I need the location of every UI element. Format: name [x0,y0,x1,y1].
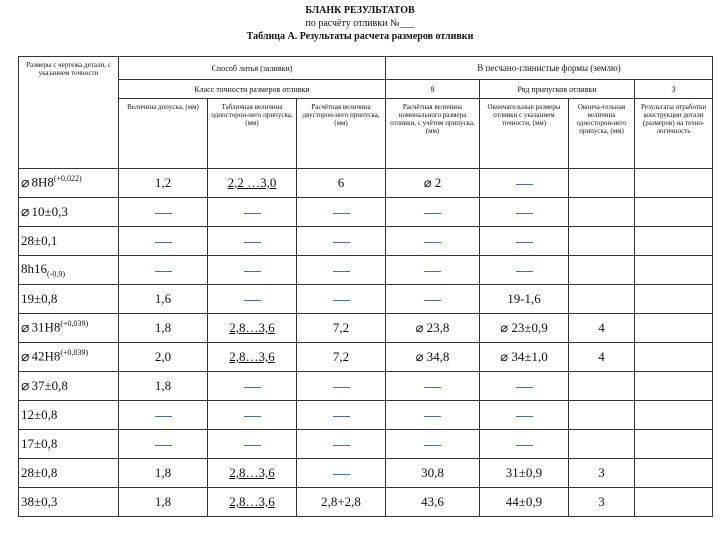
dash-mark [516,271,533,272]
value-cell: 31±0,9 [480,459,569,488]
dash-mark [244,213,261,214]
value-cell [569,256,635,285]
table-row [19,169,713,198]
value-cell: 2,8+2,8 [297,488,386,517]
dash-mark [244,271,261,272]
row-value: 3 [635,80,713,99]
empty-dash [208,256,297,285]
dimension-cell [19,372,119,401]
value-cell: 1,8 [119,314,208,343]
empty-dash [208,198,297,227]
empty-dash [386,198,480,227]
class-value: 9 [386,80,480,99]
value-cell: 43,6 [386,488,480,517]
dimension-cell [19,343,119,372]
dash-mark [333,474,350,475]
value-cell: 2,0 [119,343,208,372]
dash-mark [155,213,172,214]
value-cell [635,459,713,488]
value-cell: 7,2 [297,314,386,343]
method-value: В песчано-глинистые формы (землю) [386,57,713,80]
dimension-cell [19,430,119,459]
dash-mark [155,271,172,272]
column-header: Табличная величина односторон-него припуска, (мм) [208,99,297,169]
empty-dash [386,285,480,314]
empty-dash [297,401,386,430]
table-row [19,227,713,256]
empty-dash [119,430,208,459]
dimension-value: 17±0,8 [21,436,58,451]
empty-dash [386,372,480,401]
value-cell: ⌀ 23,8 [386,314,480,343]
tolerance-upper: (+0,039) [60,348,89,358]
dash-mark [333,300,350,301]
table-row [19,314,713,343]
column-header: Расчётная величина двусторон-него припуска, (мм) [297,99,386,169]
dash-mark [424,213,441,214]
empty-dash [480,169,569,198]
dash-mark [333,213,350,214]
dimension-value: 42Н8 [31,348,61,364]
value-cell: 1,8 [119,372,208,401]
value-cell [569,285,635,314]
dash-mark [155,242,172,243]
empty-dash [119,256,208,285]
column-header: Величина допуска, (мм) [119,99,208,169]
dash-mark [424,387,441,388]
form-title: БЛАНК РЕЗУЛЬТАТОВ [305,5,415,16]
empty-dash [480,227,569,256]
empty-dash [297,459,386,488]
table-row [19,198,713,227]
dash-mark [333,242,350,243]
value-cell: 4 [569,314,635,343]
form-subtitle: по расчёту отливки №___ [305,18,415,29]
dash-mark [424,416,441,417]
header-dimensions: Размеры с чертежа детали, с указанием точности [19,57,119,169]
value-cell [635,198,713,227]
table-row [19,256,713,285]
dash-mark [516,387,533,388]
dash-mark [333,416,350,417]
empty-dash [208,285,297,314]
dash-mark [516,416,533,417]
dimension-cell [19,401,119,430]
value-cell [569,198,635,227]
diameter-symbol: ⌀ [21,204,30,220]
diameter-symbol: ⌀ [21,175,30,191]
dash-mark [244,242,261,243]
results-table [18,56,713,517]
dimension-value: 28±0,1 [21,233,58,248]
table-row [19,343,713,372]
dash-mark [155,445,172,446]
table-row [19,488,713,517]
dash-mark [516,213,533,214]
empty-dash [297,227,386,256]
value-cell [569,401,635,430]
dimension-value: 19±0,8 [21,291,58,306]
value-cell: 3 [569,488,635,517]
empty-dash [386,227,480,256]
value-cell [635,314,713,343]
value-cell: 2,8…3,6 [208,488,297,517]
dimension-value: 37±0,8 [31,377,68,393]
value-cell [635,343,713,372]
value-cell [635,401,713,430]
dimension-value: 8h16 [21,261,47,277]
method-label: Способ литья (заливки) [119,57,386,80]
value-cell: 3 [569,459,635,488]
value-cell: 2,8…3,6 [208,314,297,343]
table-row [19,430,713,459]
tolerance-lower: (-0,9) [47,269,65,279]
empty-dash [208,430,297,459]
value-cell: 1,6 [119,285,208,314]
dash-mark [244,387,261,388]
value-cell: 19-1,6 [480,285,569,314]
empty-dash [297,198,386,227]
empty-dash [297,256,386,285]
value-cell: 2,8…3,6 [208,343,297,372]
dimension-value: 10±0,3 [31,203,68,219]
dimension-cell [19,256,119,285]
empty-dash [386,256,480,285]
dash-mark [333,271,350,272]
dash-mark [333,387,350,388]
dash-mark [244,445,261,446]
column-header: Окончательные размеры отливки с указанием точности, (мм) [480,99,569,169]
empty-dash [297,372,386,401]
value-cell [635,488,713,517]
dimension-cell [19,169,119,198]
dimension-cell [19,488,119,517]
class-label: Класс точности размеров отливки [119,80,386,99]
value-cell [569,169,635,198]
dimension-value: 38±0,3 [21,494,58,509]
dash-mark [333,445,350,446]
dash-mark [244,300,261,301]
dimension-value: 28±0,8 [21,465,58,480]
empty-dash [297,430,386,459]
empty-dash [119,198,208,227]
column-header: Расчётная величина номинального размера отливки, с учётом припуска, (мм) [386,99,480,169]
empty-dash [208,401,297,430]
empty-dash [119,227,208,256]
dash-mark [424,300,441,301]
empty-dash [208,372,297,401]
empty-dash [480,430,569,459]
value-cell: 30,8 [386,459,480,488]
empty-dash [297,285,386,314]
value-cell [635,372,713,401]
empty-dash [480,401,569,430]
diameter-symbol: ⌀ [21,320,30,336]
value-cell: 7,2 [297,343,386,372]
table-row [19,401,713,430]
value-cell [635,169,713,198]
table-row [19,459,713,488]
dimension-value: 12±0,8 [21,407,58,422]
value-cell: 4 [569,343,635,372]
tolerance-upper: (+0,022) [53,174,82,184]
value-cell: 44±0,9 [480,488,569,517]
column-header: Оконча-тельная величина односторон-него припуска, (мм) [569,99,635,169]
value-cell [635,256,713,285]
value-cell [569,430,635,459]
empty-dash [480,372,569,401]
value-cell [569,372,635,401]
dash-mark [516,242,533,243]
value-cell: 1,8 [119,488,208,517]
table-title: Таблица А. Результаты расчета размеров отливки [246,31,474,42]
empty-dash [386,401,480,430]
tolerance-upper: (+0,039) [60,319,89,329]
table-row [19,372,713,401]
value-cell [635,430,713,459]
dash-mark [244,416,261,417]
value-cell: 1,8 [119,459,208,488]
dimension-cell [19,198,119,227]
diameter-symbol: ⌀ [21,349,30,365]
empty-dash [208,227,297,256]
empty-dash [480,198,569,227]
value-cell: ⌀ 34±1,0 [480,343,569,372]
value-cell: 1,2 [119,169,208,198]
dimension-cell [19,227,119,256]
value-cell [569,227,635,256]
dash-mark [516,184,533,185]
diameter-symbol: ⌀ [21,378,30,394]
empty-dash [480,256,569,285]
dash-mark [516,445,533,446]
table-row [19,285,713,314]
value-cell: 2,8…3,6 [208,459,297,488]
empty-dash [119,401,208,430]
dimension-value: 31Н8 [31,319,61,335]
dash-mark [424,242,441,243]
dimension-value: 8Н8 [31,174,54,190]
dash-mark [424,445,441,446]
value-cell: ⌀ 34,8 [386,343,480,372]
value-cell: ⌀ 2 [386,169,480,198]
value-cell: 6 [297,169,386,198]
row-label: Ряд припусков отливки [480,80,635,99]
dash-mark [424,271,441,272]
value-cell: ⌀ 23±0,9 [480,314,569,343]
dimension-cell [19,285,119,314]
value-cell [635,227,713,256]
empty-dash [386,430,480,459]
dash-mark [155,416,172,417]
column-header: Результаты отработки конструкции детали (размеров) на техно-логичность [635,99,713,169]
dimension-cell [19,459,119,488]
value-cell [635,285,713,314]
dimension-cell [19,314,119,343]
value-cell: 2,2 …3,0 [208,169,297,198]
